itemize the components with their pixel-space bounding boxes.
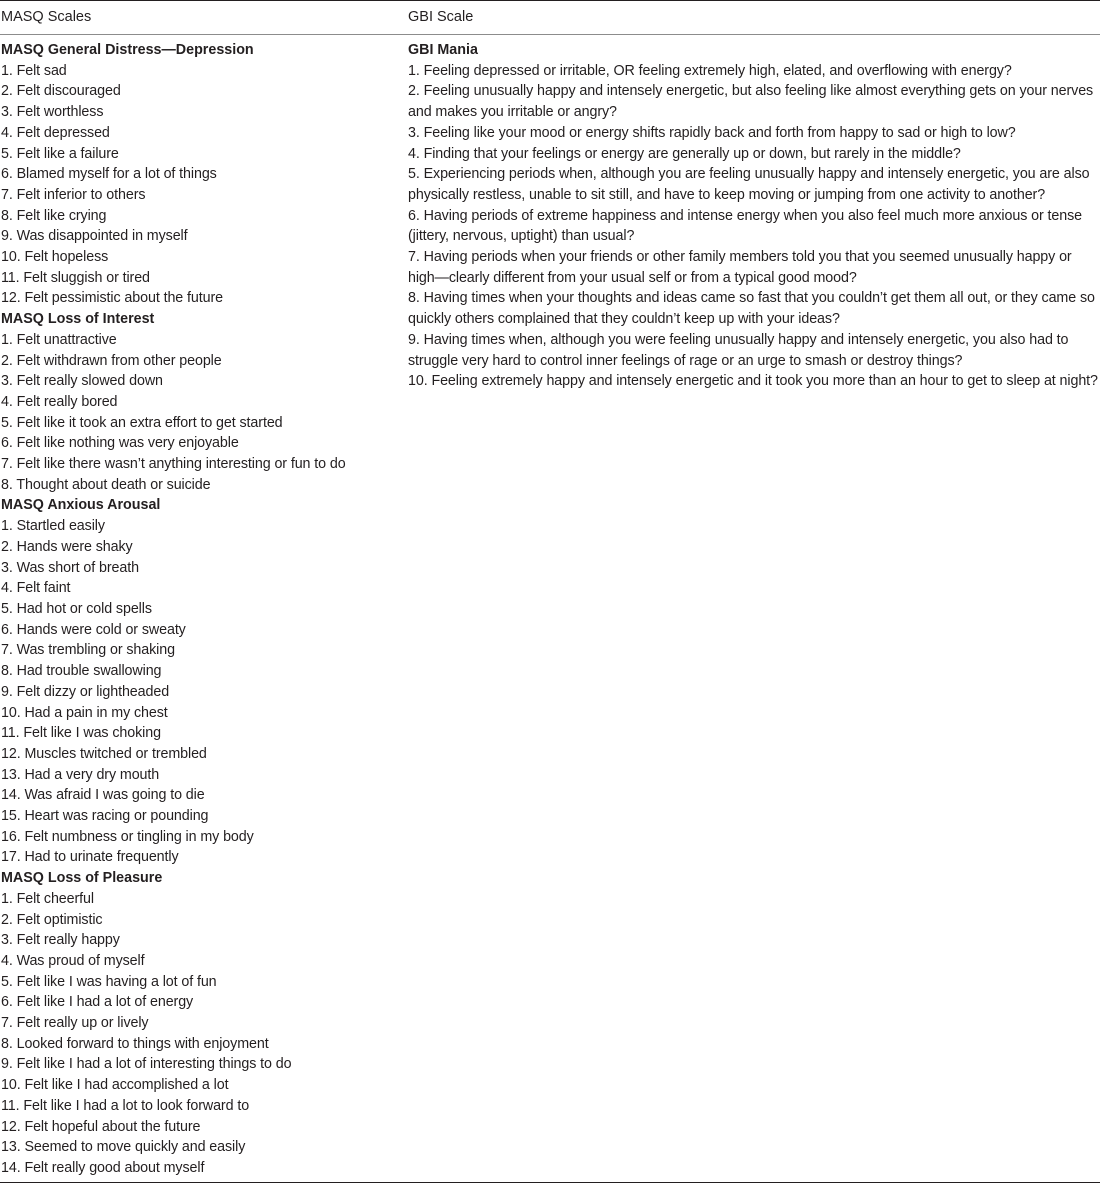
gbi-section-mania xyxy=(408,40,1100,392)
list-item: 7. Felt inferior to others xyxy=(1,186,146,203)
list-item: 2. Felt withdrawn from other people xyxy=(1,352,222,369)
list-item: 14. Felt really good about myself xyxy=(1,1159,205,1176)
list-item: 3. Felt worthless xyxy=(1,104,104,121)
list-item: 2. Hands were shaky xyxy=(1,538,133,555)
list-item: 4. Felt faint xyxy=(1,580,71,597)
list-item: 11. Felt like I was choking xyxy=(1,725,161,742)
list-item: 11. Felt sluggish or tired xyxy=(1,269,150,286)
list-item: 9. Felt dizzy or lightheaded xyxy=(1,683,170,700)
list-item: 4. Finding that your feelings or energy are generally up or down, but rarely in the middle? xyxy=(408,145,961,162)
list-item: 10. Felt hopeless xyxy=(1,249,109,266)
list-item: 9. Was disappointed in myself xyxy=(1,228,188,245)
list-item: 2. Felt discouraged xyxy=(1,83,121,100)
list-item: 7. Felt like there wasn’t anything interesting or fun to do xyxy=(1,456,346,473)
list-item: 7. Felt really up or lively xyxy=(1,1015,149,1032)
masq-section-loss-of-interest xyxy=(1,309,396,495)
masq-section-general-distress xyxy=(1,40,396,309)
list-item: 5. Felt like it took an extra effort to get started xyxy=(1,414,283,431)
table-top-rule xyxy=(0,0,1100,1)
list-item: 10. Felt like I had accomplished a lot xyxy=(1,1077,229,1094)
list-item: 12. Felt hopeful about the future xyxy=(1,1118,201,1135)
list-item: 5. Felt like a failure xyxy=(1,145,119,162)
list-item: 5. Had hot or cold spells xyxy=(1,600,152,617)
list-item: 10. Feeling extremely happy and intensely energetic and it took you more than an hour to get to sleep at night? xyxy=(408,373,1098,390)
column-header-masq: MASQ Scales xyxy=(1,9,92,25)
list-item: 1. Feeling depressed or irritable, OR feeling extremely high, elated, and overflowing with energy? xyxy=(408,62,1012,79)
list-item: 6. Hands were cold or sweaty xyxy=(1,621,186,638)
list-item: 5. Experiencing periods when, although you are feeling unusually happy and intensely energetic, you are also physically restless, unable to sit still, and have to keep moving or jumping from one activity to another? xyxy=(408,166,1090,203)
list-item: 1. Felt unattractive xyxy=(1,331,117,348)
list-item: 8. Thought about death or suicide xyxy=(1,476,211,493)
list-item: 1. Startled easily xyxy=(1,518,105,535)
list-item: 2. Feeling unusually happy and intensely energetic, but also feeling like almost everything gets on your nerves and makes you irritable or angry? xyxy=(408,83,1094,121)
section-title: MASQ Anxious Arousal xyxy=(1,497,161,514)
list-item: 6. Blamed myself for a lot of things xyxy=(1,166,217,183)
list-item: 9. Felt like I had a lot of interesting things to do xyxy=(1,1056,292,1073)
list-item: 3. Was short of breath xyxy=(1,559,139,576)
list-item: 1. Felt sad xyxy=(1,62,67,79)
list-item: 7. Having periods when your friends or other family members told you that you seemed unusually happy or high—clearly different from your usual self or from a typical good mood? xyxy=(408,249,1072,286)
list-item: 8. Looked forward to things with enjoyment xyxy=(1,1035,269,1052)
list-item: 6. Felt like I had a lot of energy xyxy=(1,994,194,1011)
masq-section-anxious-arousal xyxy=(1,495,396,868)
list-item: 6. Felt like nothing was very enjoyable xyxy=(1,435,239,452)
masq-column xyxy=(1,40,396,1179)
list-item: 13. Seemed to move quickly and easily xyxy=(1,1139,246,1156)
gbi-column xyxy=(408,40,1100,392)
list-item: 1. Felt cheerful xyxy=(1,890,94,907)
list-item: 3. Felt really happy xyxy=(1,932,120,949)
section-title: MASQ Loss of Interest xyxy=(1,311,155,328)
list-item: 10. Had a pain in my chest xyxy=(1,704,168,721)
table-bottom-rule xyxy=(0,1182,1100,1183)
masq-section-loss-of-pleasure xyxy=(1,868,396,1179)
list-item: 5. Felt like I was having a lot of fun xyxy=(1,973,217,990)
list-item: 12. Muscles twitched or trembled xyxy=(1,745,207,762)
list-item: 8. Had trouble swallowing xyxy=(1,663,162,680)
list-item: 3. Felt really slowed down xyxy=(1,373,163,390)
section-title: GBI Mania xyxy=(408,42,478,58)
list-item: 6. Having periods of extreme happiness and intense energy when you also feel much more anxious or tense (jittery, nervous, uptight) than usual? xyxy=(408,207,1082,245)
list-item: 14. Was afraid I was going to die xyxy=(1,787,205,804)
column-header-gbi: GBI Scale xyxy=(408,9,474,25)
list-item: 7. Was trembling or shaking xyxy=(1,642,175,659)
list-item: 8. Having times when your thoughts and ideas came so fast that you couldn’t get them all out, or they came so quickly others complained that they couldn’t keep up with your ideas? xyxy=(408,290,1095,328)
list-item: 4. Felt really bored xyxy=(1,393,118,410)
list-item: 15. Heart was racing or pounding xyxy=(1,808,209,825)
section-title: MASQ Loss of Pleasure xyxy=(1,870,163,887)
list-item: 11. Felt like I had a lot to look forward to xyxy=(1,1097,250,1114)
list-item: 8. Felt like crying xyxy=(1,207,107,224)
section-title: MASQ General Distress—Depression xyxy=(1,42,254,58)
list-item: 2. Felt optimistic xyxy=(1,911,103,928)
list-item: 13. Had a very dry mouth xyxy=(1,766,160,783)
header-divider-rule xyxy=(0,34,1100,35)
list-item: 16. Felt numbness or tingling in my body xyxy=(1,828,254,845)
list-item: 17. Had to urinate frequently xyxy=(1,849,179,866)
list-item: 4. Felt depressed xyxy=(1,124,110,141)
list-item: 12. Felt pessimistic about the future xyxy=(1,290,223,307)
list-item: 4. Was proud of myself xyxy=(1,952,145,969)
list-item: 9. Having times when, although you were feeling unusually happy and intensely energetic, you also had to struggle very hard to control inner feelings of rage or an urge to smash or destroy things? xyxy=(408,331,1069,369)
list-item: 3. Feeling like your mood or energy shifts rapidly back and forth from happy to sad or high to low? xyxy=(408,124,1016,141)
